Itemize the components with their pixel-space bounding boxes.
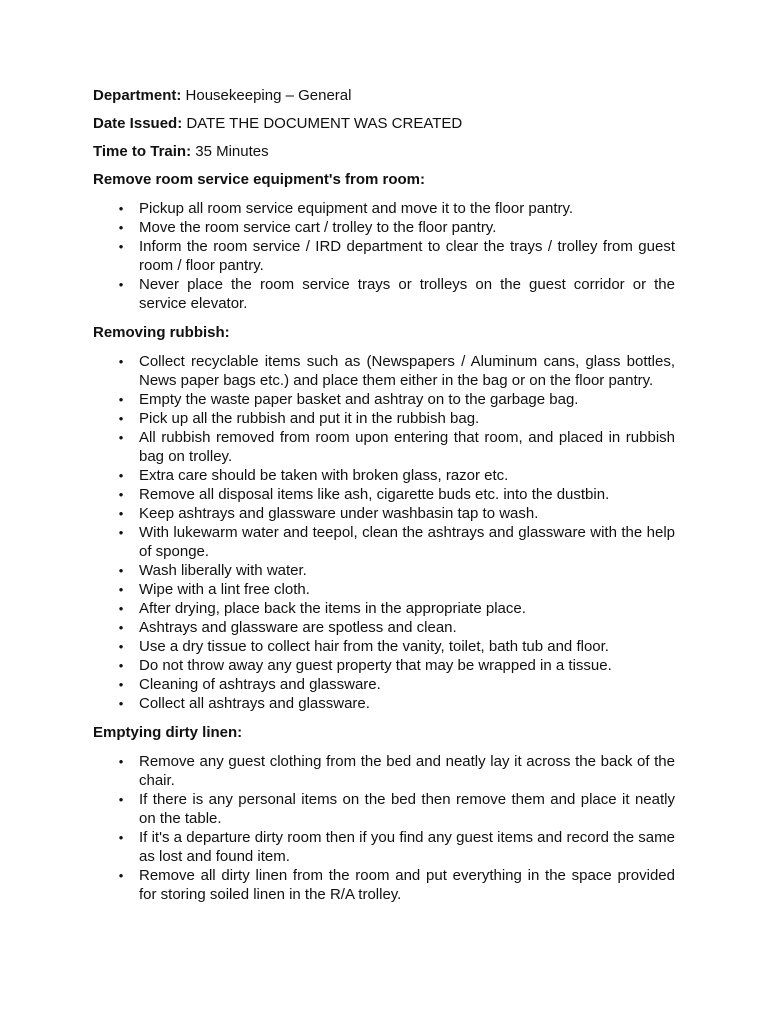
bullet-icon: • <box>118 868 124 883</box>
list-item-text: Move the room service cart / trolley to the floor pantry. <box>139 219 497 236</box>
list-item <box>93 618 675 637</box>
bullet-list <box>93 752 675 904</box>
section-heading: Emptying dirty linen: <box>93 724 243 741</box>
list-item-text: Remove any guest clothing from the bed and neatly lay it across the back of the chair. <box>139 753 675 789</box>
bullet-icon: • <box>118 430 124 445</box>
time-to-train-value: 35 Minutes <box>195 143 269 160</box>
list-item-text: Never place the room service trays or trolleys on the guest corridor or the service elevator. <box>139 276 675 312</box>
bullet-icon: • <box>118 677 124 692</box>
list-item <box>93 675 675 694</box>
list-item <box>93 275 675 313</box>
list-item <box>93 752 675 790</box>
list-item-text: Inform the room service / IRD department to clear the trays / trolley from guest room / floor pantry. <box>139 238 675 274</box>
bullet-icon: • <box>118 277 124 292</box>
list-item <box>93 580 675 599</box>
list-item-text: Extra care should be taken with broken glass, razor etc. <box>139 467 509 484</box>
list-item-text: Remove all disposal items like ash, cigarette buds etc. into the dustbin. <box>139 486 610 503</box>
bullet-icon: • <box>118 696 124 711</box>
list-item-text: Wipe with a lint free cloth. <box>139 581 310 598</box>
bullet-icon: • <box>118 658 124 673</box>
bullet-icon: • <box>118 754 124 769</box>
list-item-text: Use a dry tissue to collect hair from the vanity, toilet, bath tub and floor. <box>139 638 609 655</box>
list-item <box>93 637 675 656</box>
list-item <box>93 485 675 504</box>
bullet-icon: • <box>118 354 124 369</box>
list-item <box>93 237 675 275</box>
bullet-icon: • <box>118 468 124 483</box>
bullet-list <box>93 352 675 713</box>
list-item <box>93 694 675 713</box>
list-item <box>93 409 675 428</box>
bullet-icon: • <box>118 239 124 254</box>
bullet-icon: • <box>118 792 124 807</box>
list-item <box>93 199 675 218</box>
section-heading: Remove room service equipment's from room: <box>93 171 425 188</box>
bullet-icon: • <box>118 487 124 502</box>
date-issued-label: Date Issued: <box>93 115 183 132</box>
list-item-text: With lukewarm water and teepol, clean the ashtrays and glassware with the help of sponge. <box>139 524 675 560</box>
time-to-train-line <box>93 142 675 161</box>
list-item-text: All rubbish removed from room upon entering that room, and placed in rubbish bag on trolley. <box>139 429 675 465</box>
list-item <box>93 790 675 828</box>
list-item <box>93 428 675 466</box>
list-item-text: If it's a departure dirty room then if you find any guest items and record the same as lost and found item. <box>139 829 675 865</box>
list-item-text: Pick up all the rubbish and put it in the rubbish bag. <box>139 410 480 427</box>
list-item-text: Empty the waste paper basket and ashtray on to the garbage bag. <box>139 391 579 408</box>
bullet-icon: • <box>118 525 124 540</box>
time-to-train-label: Time to Train: <box>93 143 192 160</box>
bullet-icon: • <box>118 563 124 578</box>
list-item-text: Remove all dirty linen from the room and put everything in the space provided for storing soiled linen in the R/A trolley. <box>139 867 675 903</box>
list-item <box>93 390 675 409</box>
bullet-icon: • <box>118 601 124 616</box>
list-item-text: Keep ashtrays and glassware under washbasin tap to wash. <box>139 505 539 522</box>
bullet-icon: • <box>118 201 124 216</box>
list-item-text: Cleaning of ashtrays and glassware. <box>139 676 381 693</box>
document-page <box>93 86 675 914</box>
bullet-icon: • <box>118 639 124 654</box>
bullet-icon: • <box>118 582 124 597</box>
list-item-text: Ashtrays and glassware are spotless and clean. <box>139 619 457 636</box>
bullet-icon: • <box>118 830 124 845</box>
list-item-text: Pickup all room service equipment and move it to the floor pantry. <box>139 200 574 217</box>
department-label: Department: <box>93 87 182 104</box>
list-item-text: If there is any personal items on the bed then remove them and place it neatly on the table. <box>139 791 675 827</box>
bullet-list <box>93 199 675 313</box>
date-issued-line <box>93 114 675 133</box>
bullet-icon: • <box>118 392 124 407</box>
rubbish-section <box>93 323 675 713</box>
list-item-text: Wash liberally with water. <box>139 562 307 579</box>
list-item <box>93 352 675 390</box>
list-item-text: Collect recyclable items such as (Newspapers / Aluminum cans, glass bottles, News paper bags etc.) and place them either in the bag or on the floor pantry. <box>139 353 675 389</box>
list-item <box>93 866 675 904</box>
date-issued-value: DATE THE DOCUMENT WAS CREATED <box>186 115 463 132</box>
bullet-icon: • <box>118 506 124 521</box>
list-item-text: Do not throw away any guest property that may be wrapped in a tissue. <box>139 657 612 674</box>
list-item <box>93 504 675 523</box>
sections-container <box>93 170 675 904</box>
bullet-icon: • <box>118 411 124 426</box>
list-item <box>93 656 675 675</box>
list-item <box>93 561 675 580</box>
list-item <box>93 218 675 237</box>
section-heading: Removing rubbish: <box>93 324 230 341</box>
list-item <box>93 828 675 866</box>
bullet-icon: • <box>118 620 124 635</box>
list-item <box>93 523 675 561</box>
list-item-text: After drying, place back the items in the appropriate place. <box>139 600 526 617</box>
bullet-icon: • <box>118 220 124 235</box>
room-service-section <box>93 170 675 313</box>
list-item <box>93 466 675 485</box>
list-item <box>93 599 675 618</box>
department-value: Housekeeping – General <box>185 87 352 104</box>
list-item-text: Collect all ashtrays and glassware. <box>139 695 370 712</box>
dirty-linen-section <box>93 723 675 904</box>
department-line <box>93 86 675 105</box>
